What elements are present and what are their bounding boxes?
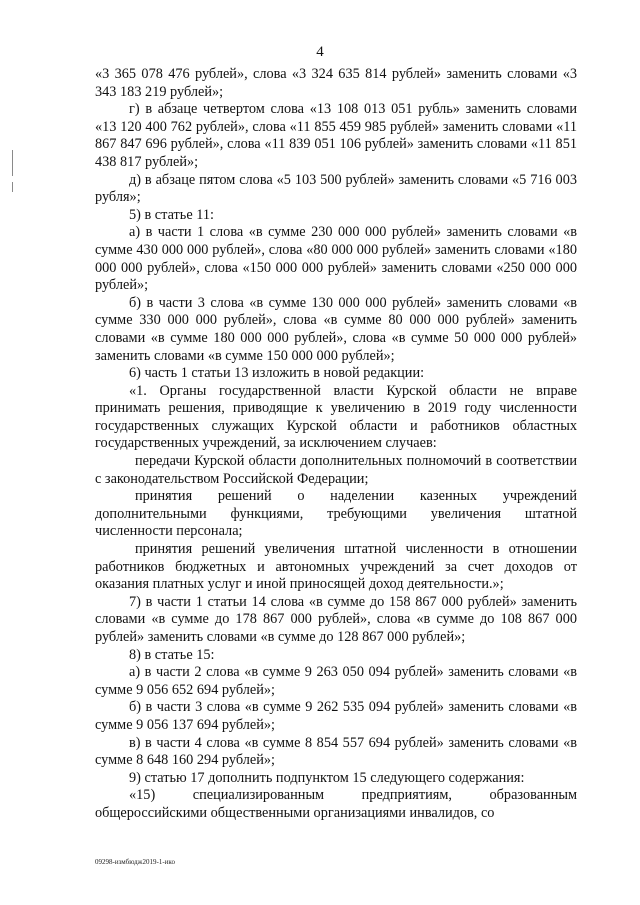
paragraph: б) в части 3 слова «в сумме 9 262 535 094 рублей» заменить словами «в сумме 9 056 137 694 рублей»;: [95, 699, 577, 733]
scan-margin-mark: [12, 182, 13, 192]
paragraph: принятия решений увеличения штатной численности в отношении работников бюджетных и автономных учреждений за счет доходов от оказания платных услуг и иной приносящей доход деятельности.»;: [95, 541, 577, 593]
paragraph: 5) в статье 11:: [129, 206, 214, 223]
page-number: 4: [316, 44, 324, 60]
paragraph: 6) часть 1 статьи 13 изложить в новой редакции:: [129, 365, 425, 382]
paragraph: а) в части 2 слова «в сумме 9 263 050 094 рублей» заменить словами «в сумме 9 056 652 694 рублей»;: [95, 664, 577, 698]
paragraph: а) в части 1 слова «в сумме 230 000 000 рублей» заменить словами «в сумме 430 000 000 рублей», слова «80 000 000 рублей» заменить словами «180 000 000 рублей», слова «150 000 000 рублей» заменить словами «250 000 000 рублей»;: [95, 224, 577, 294]
paragraph: «15) специализированным предприятиям, образованным общероссийскими общественными организациями инвалидов, со: [95, 787, 577, 821]
document-body: [95, 66, 577, 823]
paragraph: 9) статью 17 дополнить подпунктом 15 следующего содержания:: [129, 769, 525, 786]
scan-margin-mark: [12, 150, 13, 176]
paragraph: г) в абзаце четвертом слова «13 108 013 051 рубль» заменить словами «13 120 400 762 рублей», слова «11 855 459 985 рублей» заменить словами «11 867 847 696 рублей», слова «11 839 051 106 рублей» заменить словами «11 851 438 817 рублей»;: [95, 101, 577, 170]
paragraph: принятия решений о наделении казенных учреждений дополнительными функциями, требующими увеличения штатной численности персонала;: [95, 488, 577, 540]
paragraph: «3 365 078 476 рублей», слова «3 324 635 814 рублей» заменить словами «3 343 183 219 рублей»;: [95, 66, 577, 100]
paragraph: 8) в статье 15:: [129, 646, 215, 663]
paragraph: в) в части 4 слова «в сумме 8 854 557 694 рублей» заменить словами «в сумме 8 648 160 294 рублей»;: [95, 734, 577, 769]
paragraph: 7) в части 1 статьи 14 слова «в сумме до 158 867 000 рублей» заменить словами «в сумме до 178 867 000 рублей», слова «в сумме до 108 867 000 рублей» заменить словами «в сумме до 128 867 000 рублей»;: [95, 593, 577, 645]
paragraph: д) в абзаце пятом слова «5 103 500 рублей» заменить словами «5 716 003 рубля»;: [95, 171, 577, 206]
paragraph: «1. Органы государственной власти Курской области не вправе принимать решения, приводящие к увеличению в 2019 году численности государственных служащих Курской области и работников областных государственных учреждений, за исключением случаев:: [95, 382, 577, 452]
paragraph: б) в части 3 слова «в сумме 130 000 000 рублей» заменить словами «в сумме 330 000 000 рублей», слова «в сумме 80 000 000 рублей» заменить словами «в сумме 180 000 000 рублей», слова «в сумме 50 000 000 рублей» заменить словами «в сумме 150 000 000 рублей»;: [95, 294, 577, 364]
paragraph: передачи Курской области дополнительных полномочий в соответствии с законодательством Российской Федерации;: [95, 453, 577, 487]
document-footer-code: 09298-измбюдж2019-1-ико: [95, 858, 175, 866]
